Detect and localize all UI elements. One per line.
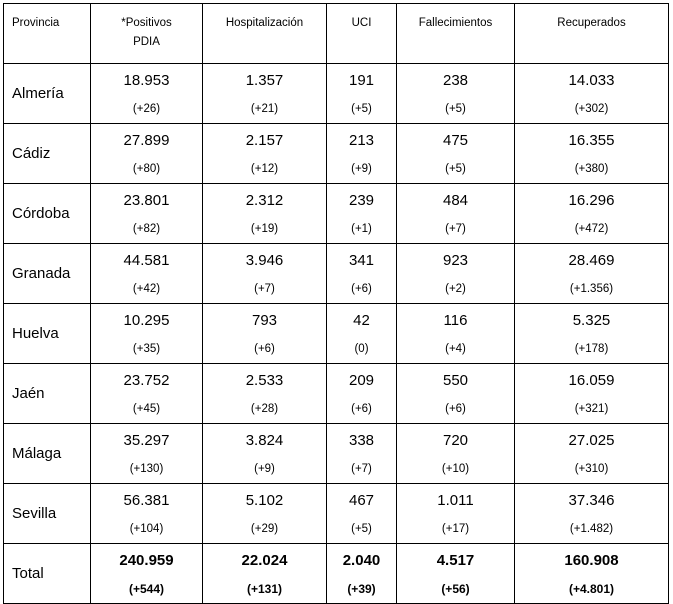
table-cell (327, 364, 397, 424)
cell-value: 793 (251, 312, 278, 329)
table-cell (397, 424, 515, 484)
table-cell (515, 184, 669, 244)
table-cell (397, 364, 515, 424)
table-cell (91, 304, 203, 364)
table-cell (397, 244, 515, 304)
cell-delta: (+321) (574, 403, 609, 415)
table-cell (91, 424, 203, 484)
cell-delta: (+35) (132, 343, 161, 355)
cell-delta: (+21) (250, 103, 279, 115)
cell-delta: (+4.801) (568, 582, 615, 596)
table-cell (327, 64, 397, 124)
cell-value: 14.033 (568, 72, 615, 89)
cell-value: 5.325 (572, 312, 611, 329)
table-cell (327, 424, 397, 484)
table-cell (327, 184, 397, 244)
cell-value: 240.959 (119, 552, 174, 569)
table-row (4, 304, 669, 364)
cell-value: 2.533 (245, 372, 284, 389)
province-name: Jaén (4, 364, 91, 424)
table-cell (327, 304, 397, 364)
cell-delta: (+29) (250, 523, 279, 535)
total-row (4, 544, 669, 604)
table-cell (203, 364, 327, 424)
table-cell (515, 124, 669, 184)
cell-value: 475 (442, 132, 469, 149)
table-cell (203, 484, 327, 544)
table-cell (397, 184, 515, 244)
table-cell (91, 124, 203, 184)
table-cell (203, 244, 327, 304)
table-row (4, 64, 669, 124)
table-cell (515, 304, 669, 364)
cell-delta: (+472) (574, 223, 609, 235)
province-name: Cádiz (4, 124, 91, 184)
cell-delta: (+131) (246, 582, 283, 596)
cell-value: 23.801 (123, 192, 170, 209)
cell-value: 27.025 (568, 432, 615, 449)
cell-delta: (+1.482) (569, 523, 614, 535)
cell-delta: (+7) (254, 283, 275, 295)
province-name: Granada (4, 244, 91, 304)
cell-delta: (+80) (132, 163, 161, 175)
cell-value: 341 (348, 252, 375, 269)
cell-delta: (+6) (254, 343, 275, 355)
cell-delta: (+6) (351, 283, 372, 295)
table-cell (515, 64, 669, 124)
table-cell (327, 484, 397, 544)
cell-delta: (+4) (445, 343, 466, 355)
cell-value: 28.469 (568, 252, 615, 269)
cell-delta: (+39) (347, 582, 376, 596)
cell-value: 209 (348, 372, 375, 389)
table-cell (203, 304, 327, 364)
cell-value: 16.296 (568, 192, 615, 209)
cell-delta: (+5) (445, 163, 466, 175)
cell-value: 238 (442, 72, 469, 89)
cell-delta: (+6) (445, 403, 466, 415)
header-row (4, 4, 669, 64)
cell-delta: (+104) (129, 523, 164, 535)
cell-delta: (+5) (351, 103, 372, 115)
table-cell (397, 124, 515, 184)
cell-delta: (+9) (254, 463, 275, 475)
header-fallecimientos: Fallecimientos (397, 4, 515, 64)
cell-value: 3.946 (245, 252, 284, 269)
cell-value: 467 (348, 492, 375, 509)
table-cell (397, 544, 515, 604)
cell-delta: (+10) (441, 463, 470, 475)
cell-value: 191 (348, 72, 375, 89)
cell-delta: (+2) (445, 283, 466, 295)
table-cell (397, 64, 515, 124)
table-row (4, 364, 669, 424)
table-cell (91, 244, 203, 304)
table-cell (515, 424, 669, 484)
table-cell (91, 544, 203, 604)
cell-value: 16.059 (568, 372, 615, 389)
cell-value: 10.295 (123, 312, 170, 329)
header-uci: UCI (327, 4, 397, 64)
province-name: Málaga (4, 424, 91, 484)
cell-delta: (+5) (351, 523, 372, 535)
table-cell (397, 304, 515, 364)
cell-value: 2.157 (245, 132, 284, 149)
cell-delta: (+26) (132, 103, 161, 115)
cell-delta: (+178) (574, 343, 609, 355)
table-cell (397, 484, 515, 544)
covid-province-table (3, 3, 669, 604)
cell-value: 1.011 (437, 492, 474, 509)
table-row (4, 184, 669, 244)
table-cell (91, 184, 203, 244)
cell-value: 37.346 (568, 492, 615, 509)
table-cell (91, 64, 203, 124)
cell-value: 16.355 (568, 132, 615, 149)
table-cell (327, 244, 397, 304)
table-cell (203, 424, 327, 484)
cell-delta: (+28) (250, 403, 279, 415)
table-cell (91, 484, 203, 544)
header-positivos: *Positivos PDIA (91, 4, 203, 64)
cell-delta: (+42) (132, 283, 161, 295)
cell-value: 5.102 (245, 492, 284, 509)
cell-delta: (+544) (128, 582, 165, 596)
cell-value: 720 (442, 432, 469, 449)
cell-delta: (+82) (132, 223, 161, 235)
cell-delta: (+19) (250, 223, 279, 235)
cell-value: 22.024 (241, 552, 288, 569)
table-cell (203, 124, 327, 184)
cell-value: 27.899 (123, 132, 170, 149)
cell-value: 44.581 (123, 252, 170, 269)
header-provincia: Provincia (4, 4, 91, 64)
province-name: Huelva (4, 304, 91, 364)
cell-delta: (+1.356) (569, 283, 614, 295)
cell-value: 338 (348, 432, 375, 449)
cell-delta: (+7) (351, 463, 372, 475)
table-cell (91, 364, 203, 424)
cell-value: 4.517 (436, 552, 475, 569)
table-row (4, 484, 669, 544)
table-cell (327, 124, 397, 184)
cell-delta: (+56) (441, 582, 470, 596)
province-name: Sevilla (4, 484, 91, 544)
cell-delta: (+130) (129, 463, 164, 475)
cell-value: 2.040 (342, 552, 381, 569)
cell-value: 2.312 (245, 192, 284, 209)
province-name: Total (4, 544, 91, 604)
table-cell (327, 544, 397, 604)
cell-value: 18.953 (123, 72, 170, 89)
table-row (4, 424, 669, 484)
table-cell (515, 544, 669, 604)
table-cell (203, 64, 327, 124)
cell-value: 35.297 (123, 432, 170, 449)
cell-value: 23.752 (123, 372, 170, 389)
table-cell (515, 484, 669, 544)
table-cell (203, 184, 327, 244)
cell-value: 484 (442, 192, 469, 209)
cell-value: 56.381 (123, 492, 170, 509)
cell-delta: (0) (354, 343, 369, 355)
header-recuperados: Recuperados (515, 4, 669, 64)
cell-value: 42 (353, 312, 370, 329)
cell-delta: (+6) (351, 403, 372, 415)
cell-delta: (+9) (351, 163, 372, 175)
table-row (4, 244, 669, 304)
cell-value: 116 (443, 312, 468, 329)
cell-value: 923 (442, 252, 469, 269)
cell-delta: (+17) (441, 523, 470, 535)
cell-value: 160.908 (564, 552, 619, 569)
province-name: Almería (4, 64, 91, 124)
cell-value: 239 (348, 192, 375, 209)
cell-delta: (+12) (250, 163, 279, 175)
cell-delta: (+1) (351, 223, 372, 235)
province-name: Córdoba (4, 184, 91, 244)
table-row (4, 124, 669, 184)
header-hospitalizacion: Hospitalización (203, 4, 327, 64)
cell-value: 550 (442, 372, 469, 389)
cell-value: 3.824 (245, 432, 284, 449)
cell-delta: (+302) (574, 103, 609, 115)
cell-delta: (+45) (132, 403, 161, 415)
cell-value: 1.357 (245, 72, 284, 89)
cell-delta: (+5) (445, 103, 466, 115)
table-cell (515, 244, 669, 304)
table-cell (515, 364, 669, 424)
cell-delta: (+7) (445, 223, 466, 235)
table-cell (203, 544, 327, 604)
cell-value: 213 (348, 132, 375, 149)
cell-delta: (+310) (574, 463, 609, 475)
cell-delta: (+380) (574, 163, 609, 175)
